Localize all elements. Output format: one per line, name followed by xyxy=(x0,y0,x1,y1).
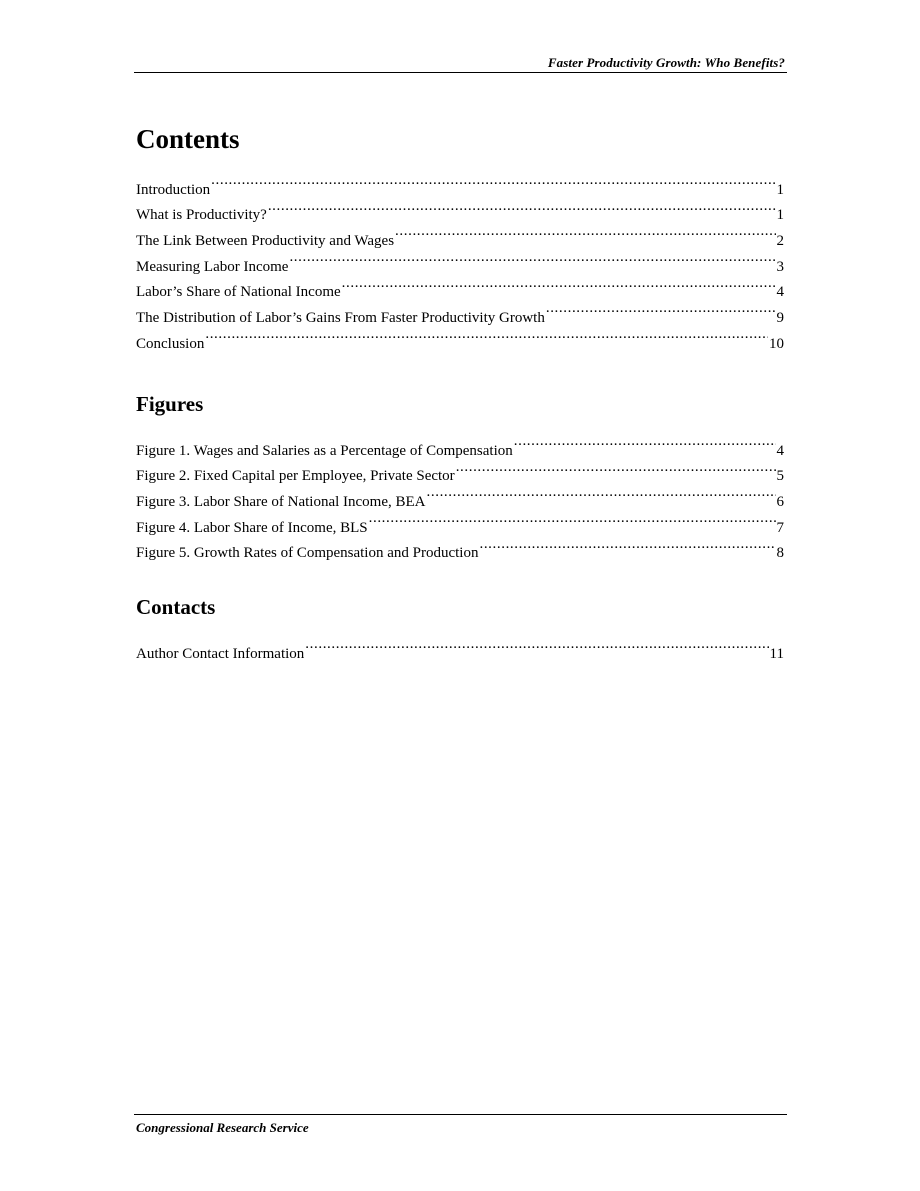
toc-entry-introduction[interactable] xyxy=(136,168,784,198)
contents-heading: Contents xyxy=(136,124,240,154)
toc-entry-page: 4 xyxy=(776,284,784,301)
contacts-section xyxy=(136,595,784,662)
toc-entry-page: 2 xyxy=(776,233,784,250)
toc-entry-page: 9 xyxy=(776,310,784,327)
toc-entry-label: The Link Between Productivity and Wages xyxy=(136,233,395,250)
toc-entry-page: 7 xyxy=(776,519,784,536)
running-header xyxy=(134,55,787,73)
dot-leader xyxy=(211,168,775,194)
toc-entry-figure-1[interactable] xyxy=(136,429,784,459)
toc-entry-label: Figure 2. Fixed Capital per Employee, Private Sector xyxy=(136,468,455,485)
toc-entry-label: Conclusion xyxy=(136,335,205,352)
dot-leader xyxy=(546,296,776,322)
contacts-list xyxy=(136,632,784,662)
dot-leader xyxy=(427,480,776,506)
dot-leader xyxy=(268,194,776,220)
publisher-name: Congressional Research Service xyxy=(136,1120,309,1135)
toc-entry-page: 3 xyxy=(776,258,784,275)
toc-entry-page: 5 xyxy=(776,468,784,485)
toc-entry-page: 1 xyxy=(776,207,784,224)
dot-leader xyxy=(289,245,775,271)
toc-entry-label: Figure 3. Labor Share of National Income, BEA xyxy=(136,494,426,511)
toc-entry-conclusion[interactable] xyxy=(136,322,784,352)
contents-list xyxy=(136,168,784,352)
toc-entry-label: Figure 5. Growth Rates of Compensation and Production xyxy=(136,545,479,562)
dot-leader xyxy=(342,271,776,297)
dot-leader xyxy=(479,532,775,558)
contacts-heading: Contacts xyxy=(136,595,216,619)
dot-leader xyxy=(395,219,775,245)
dot-leader xyxy=(456,455,776,481)
toc-entry-label: The Distribution of Labor’s Gains From Faster Productivity Growth xyxy=(136,310,545,327)
toc-entry-label: Author Contact Information xyxy=(136,645,305,662)
toc-entry-label: Introduction xyxy=(136,181,211,198)
toc-entry-label: Figure 4. Labor Share of Income, BLS xyxy=(136,519,368,536)
figures-section xyxy=(136,392,784,562)
toc-entry-label: Measuring Labor Income xyxy=(136,258,289,275)
toc-entry-page: 1 xyxy=(776,181,784,198)
toc-entry-page: 8 xyxy=(776,545,784,562)
toc-entry-page: 11 xyxy=(769,645,784,662)
dot-leader xyxy=(305,632,768,658)
toc-entry-label: Figure 1. Wages and Salaries as a Percentage of Compensation xyxy=(136,442,513,459)
toc-entry-label: Labor’s Share of National Income xyxy=(136,284,341,301)
running-footer xyxy=(134,1114,787,1135)
toc-entry-page: 10 xyxy=(769,335,784,352)
contents-section xyxy=(136,124,784,352)
toc-entry-page: 4 xyxy=(776,442,784,459)
dot-leader xyxy=(205,322,768,348)
dot-leader xyxy=(369,506,776,532)
toc-entry-label: What is Productivity? xyxy=(136,207,267,224)
dot-leader xyxy=(514,429,776,455)
toc-entry-author-contact[interactable] xyxy=(136,632,784,662)
figures-heading: Figures xyxy=(136,392,204,416)
toc-entry-page: 6 xyxy=(776,494,784,511)
toc-entry-what-is-productivity[interactable] xyxy=(136,194,784,224)
figures-list xyxy=(136,429,784,562)
document-title: Faster Productivity Growth: Who Benefits? xyxy=(547,55,785,70)
